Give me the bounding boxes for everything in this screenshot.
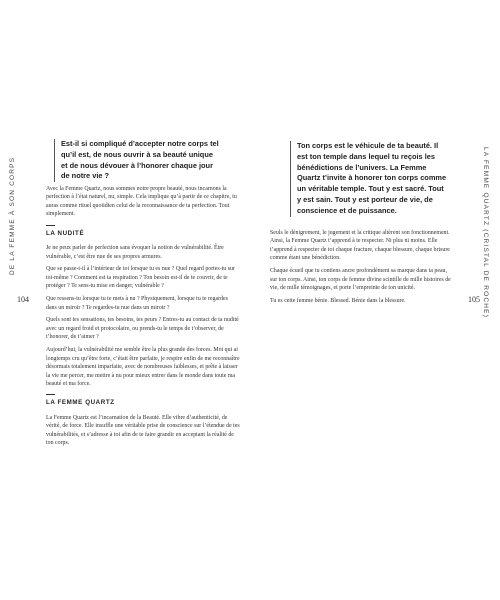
body-text-left — [46, 185, 240, 452]
paragraph: Aujourd’hui, la vulnérabilité me semble être la plus grande des forces. Moi qui ai longtemps cru qu’être forte, c’était être parfaite, je respire enfin de me reconnaître désormais totalement imparfaite, avec de nombreuses faiblesses, et prête à laisser la vie me percer, me mettre à nu pour mieux entrer dans le monde dans toute ma beauté et ma force. — [46, 347, 240, 387]
section-title-femme-quartz: LA FEMME QUARTZ — [46, 399, 115, 407]
section-rule — [46, 225, 55, 226]
paragraph: Chaque écueil que tu contiens ancre profondément sa marque dans ta peau, sur ton corps. Ainsi, ton corps de femme divine scintille de mille histoires de vie, de mille témoignages, et porte l’empreinte de ton unicité. — [270, 268, 451, 292]
section-title-nudite: LA NUDITÉ — [46, 229, 85, 237]
pull-quote-left: Est-il si compliqué d’accepter notre corps tel qu’il est, de nous ouvrir à sa beauté unique et de nous dévouer à l’honorer chaque jour de notre vie ? — [54, 139, 221, 182]
paragraph: Seuls le dénigrement, le jugement et la critique altèrent son fonctionnement. Ainsi, la Femme Quartz t’apprend à te respecter. Ni plus ni moins. Elle t’apprend à respecter de toi chaque fracture, chaque blessure, chaque brisure comme étant une bénédiction. — [270, 230, 450, 262]
pull-quote-right: Ton corps est le véhicule de ta beauté. Il est ton temple dans lequel tu reçois les bénédictions de l’univers. La Femme Quartz t’invite à honorer ton corps comme un véritable temple. Tout y est sacré. Tout y est sain. Tout y est porteur de vie, de conscience et de puissance. — [290, 141, 447, 217]
paragraph: Je ne peux parler de perfection sans évoquer la notion de vulnérabilité. Être vulnérable, c’est être nue de ses propres armures. — [46, 245, 224, 260]
paragraph: Quels sont tes sensations, tes besoins, tes peurs ? Entres-tu au contact de ta nudité avec un regard froid et protocolaire, ou prends-tu le temps de t’observer, de t’honorer, de t’aimer ? — [46, 317, 239, 341]
page-number-right: 105 — [468, 295, 480, 304]
paragraph: Que se passe-t-il à l’intérieur de toi lorsque tu es nue ? Quel regard portes-tu sur toi-même ? Comment est ta respiration ? Ton besoin est-il de te couvrir, de te protéger ? Te sens-tu mise en danger, vulnérable ? — [46, 266, 235, 290]
body-text-right — [270, 229, 454, 310]
paragraph: La Femme Quartz est l’incarnation de la Beauté. Elle vibre d’authenticité, de vérité, de force. Elle insuffle une véritable prise de conscience sur l’étendue de tes vulnérabilités, et s’adresse à toi afin de te faire grandir en acceptant la réalité de ton corps. — [46, 414, 240, 447]
intro-paragraph: Avec la Femme Quartz, nous sommes notre propre beauté, nous incarnons la perfection à l’état naturel, nu, simple. Cela implique qu’à partir de ce chapitre, tu auras comme rituel quotidien celui de la reconnaissance de ta perfection. Tout simplement. — [46, 186, 237, 218]
page-number-left: 104 — [17, 295, 29, 304]
section-rule — [46, 394, 55, 395]
paragraph: Que ressens-tu lorsque tu te mets à nu ? Physiquement, lorsque tu te regardes dans un miroir ? Te regardes-tu nue dans un miroir ? — [46, 296, 228, 311]
paragraph: Tu es cette femme bénie. Blessed. Bénie dans la blessure. — [270, 297, 406, 304]
running-head-left: DE LA FEMME À SON CORPS — [9, 156, 16, 275]
running-head-right: LA FEMME QUARTZ (CRISTAL DE ROCHE) — [482, 147, 489, 319]
